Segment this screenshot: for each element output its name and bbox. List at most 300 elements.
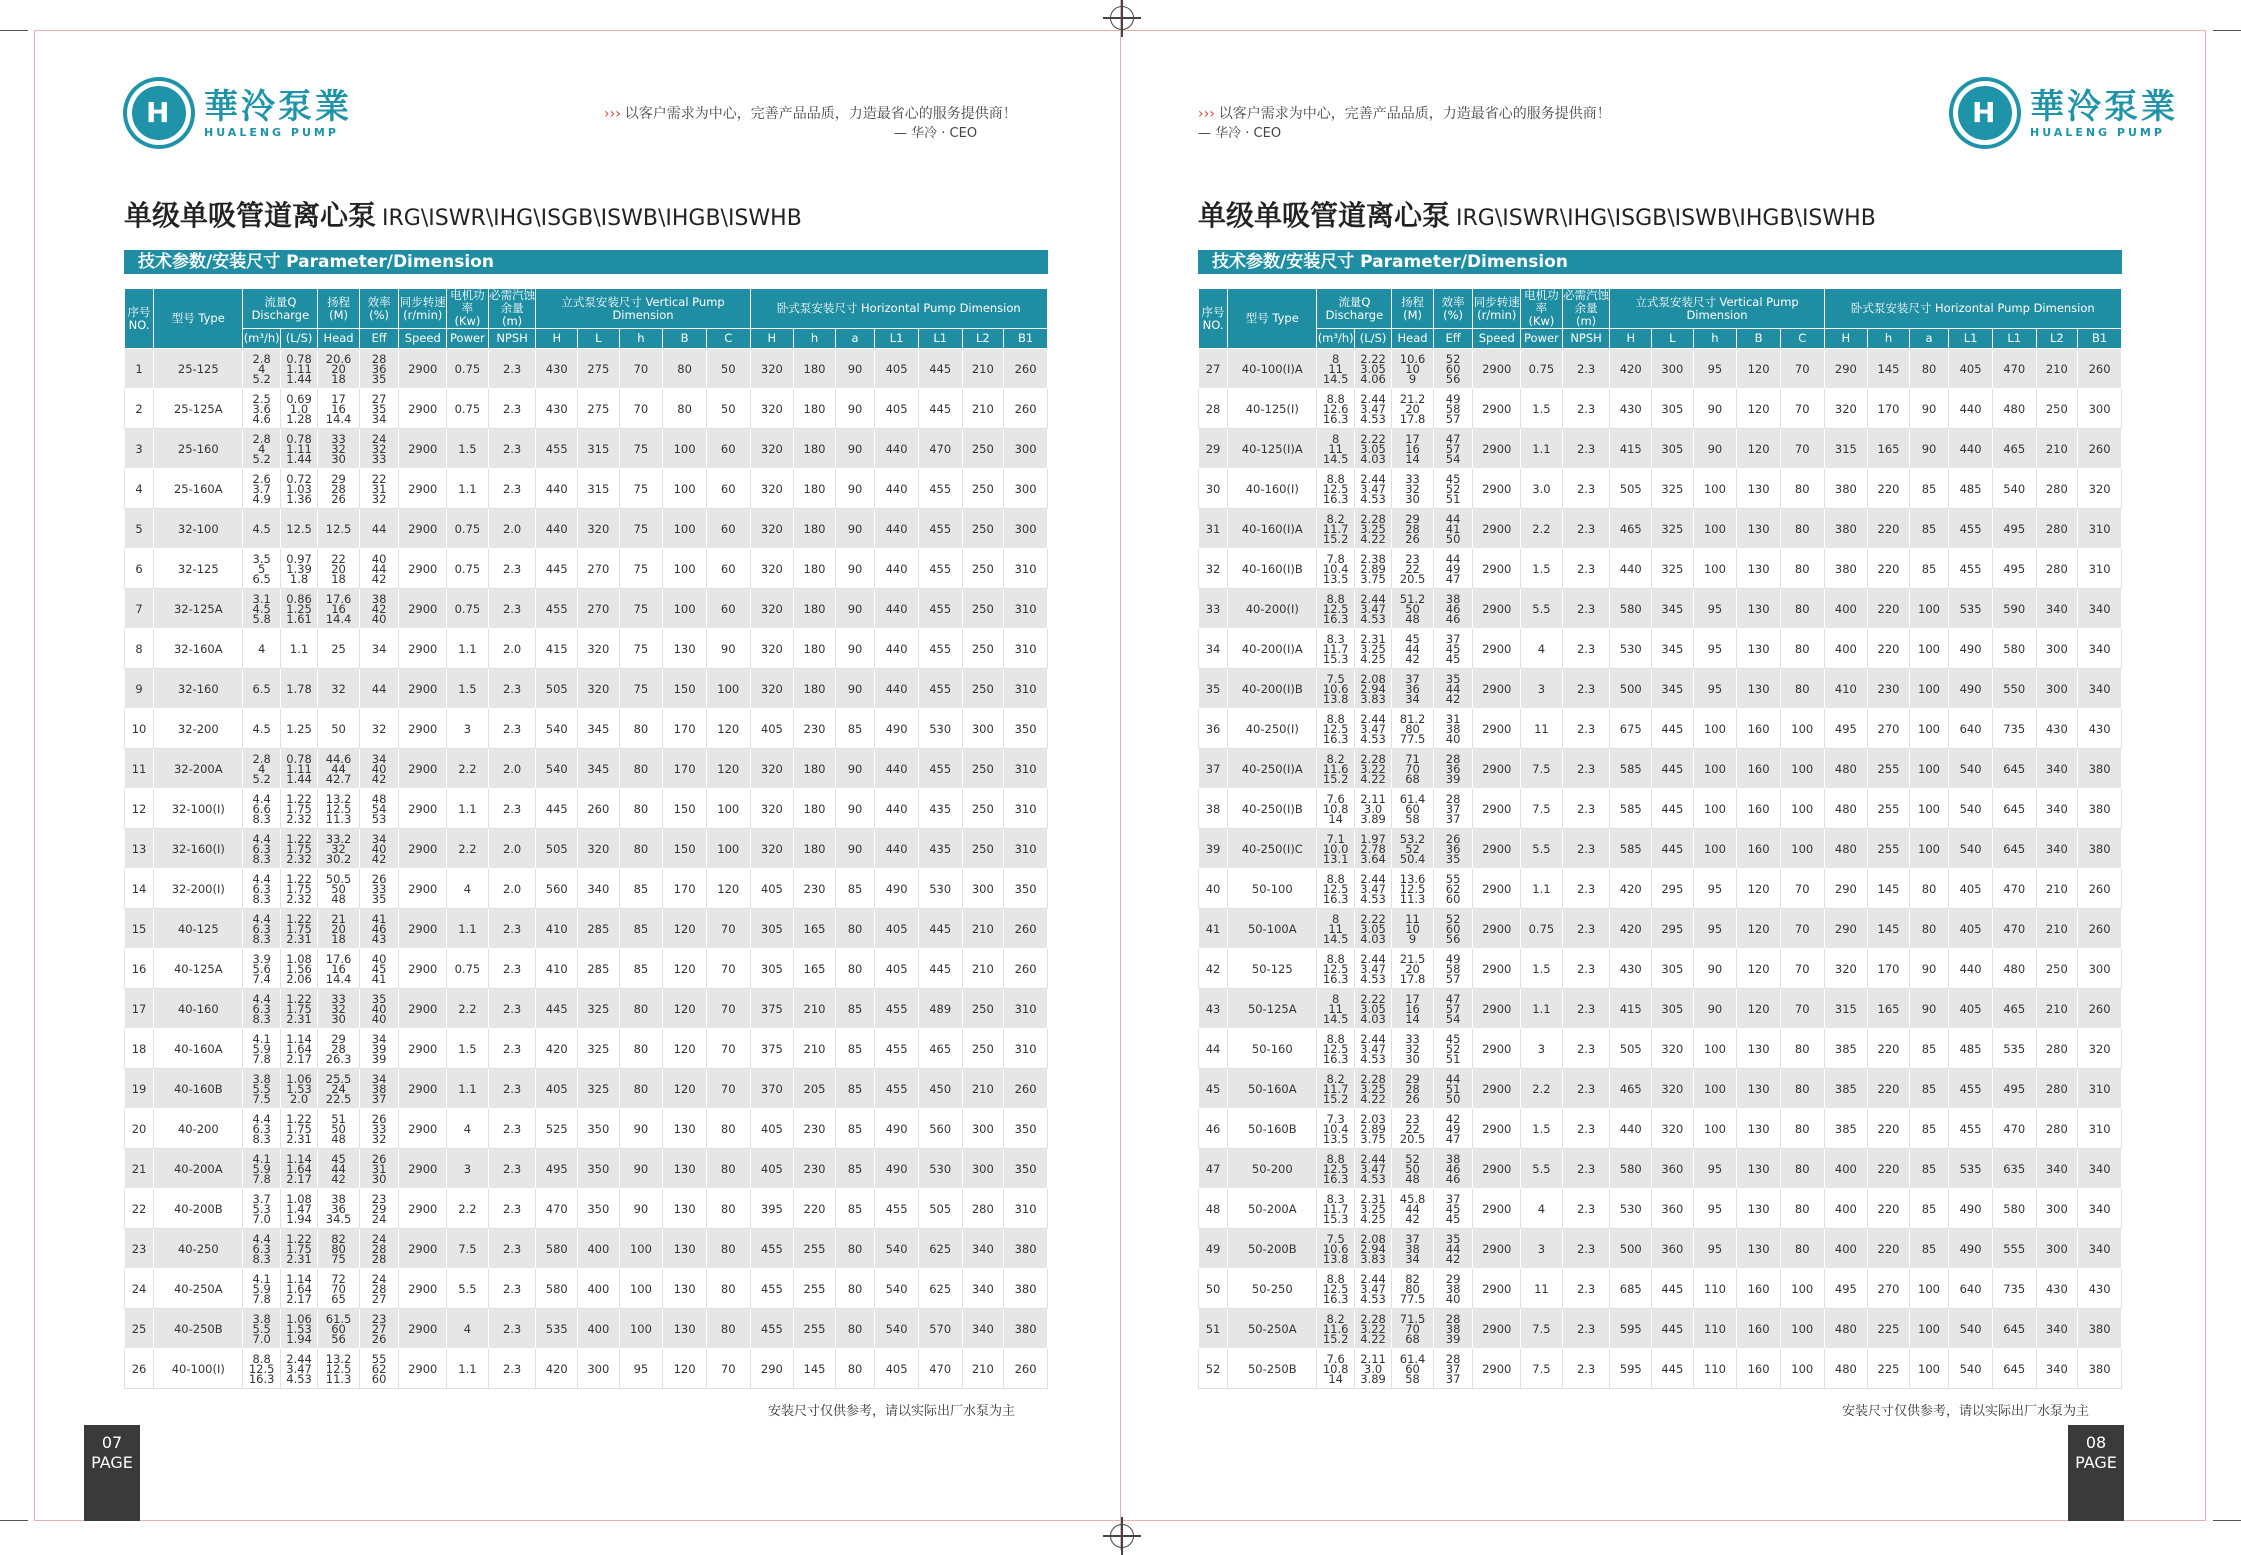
table-cell: 61.4 60 58 [1392, 789, 1434, 829]
table-cell: 310 [1004, 589, 1048, 629]
table-row [125, 349, 1048, 389]
table-cell: 52 50 48 [1392, 1149, 1434, 1189]
table-cell: 40-200(I) [1228, 589, 1317, 629]
col-type: 型号 Type [1228, 289, 1317, 349]
col-eff: 效率 (%) [359, 289, 398, 329]
table-cell: 405 [875, 909, 919, 949]
table-cell: 445 [918, 349, 962, 389]
page-number-tab [84, 1425, 140, 1521]
table-cell: 2900 [399, 589, 447, 629]
table-row [1199, 389, 2122, 429]
table-cell: 3.7 5.3 7.0 [243, 1189, 280, 1229]
table-cell: 2.3 [1562, 1229, 1610, 1269]
left-trim-line [34, 30, 35, 1520]
table-cell: 305 [750, 949, 794, 989]
col-v-C: C [1780, 329, 1824, 349]
table-cell: 465 [1992, 989, 2036, 1029]
table-cell: 340 [578, 869, 620, 909]
table-cell: 11 [125, 749, 154, 789]
table-cell: 310 [2078, 509, 2122, 549]
table-cell: 2.3 [1562, 389, 1610, 429]
table-cell: 7.1 10.0 13.1 [1317, 829, 1354, 869]
table-cell: 230 [794, 869, 836, 909]
table-cell: 455 [1949, 509, 1993, 549]
table-cell: 13 [125, 829, 154, 869]
table-row [1199, 829, 2122, 869]
table-cell: 345 [1652, 669, 1694, 709]
table-cell: 95 [619, 1349, 663, 1389]
table-cell: 80 [1780, 629, 1824, 669]
table-cell: 8.3 11.7 15.3 [1317, 629, 1354, 669]
table-cell: 100 [1693, 549, 1737, 589]
table-cell: 345 [1652, 589, 1694, 629]
table-cell: 34 40 42 [359, 749, 398, 789]
table-cell: 530 [918, 869, 962, 909]
table-cell: 380 [2078, 1309, 2122, 1349]
table-row [1199, 1189, 2122, 1229]
table-cell: 170 [1868, 949, 1910, 989]
table-row [1199, 789, 2122, 829]
table-cell: 180 [794, 789, 836, 829]
table-cell: 530 [918, 709, 962, 749]
table-cell: 180 [794, 389, 836, 429]
table-cell: 100 [1693, 829, 1737, 869]
table-cell: 9 [125, 669, 154, 709]
table-cell: 430 [2036, 709, 2078, 749]
table-cell: 1.22 1.75 2.31 [280, 1229, 317, 1269]
table-cell: 320 [1824, 389, 1868, 429]
table-cell: 275 [578, 389, 620, 429]
table-cell: 3 [447, 709, 489, 749]
table-cell: 45 [1199, 1069, 1228, 1109]
table-cell: 2.3 [488, 909, 536, 949]
table-cell: 2.28 3.22 4.22 [1354, 1309, 1391, 1349]
table-cell: 38 46 46 [1433, 589, 1472, 629]
table-cell: 280 [2036, 1069, 2078, 1109]
table-cell: 480 [1824, 1349, 1868, 1389]
table-cell: 480 [1992, 389, 2036, 429]
table-cell: 33.2 32 30.2 [318, 829, 360, 869]
table-cell: 580 [536, 1269, 578, 1309]
table-cell: 2900 [399, 1269, 447, 1309]
table-cell: 455 [918, 669, 962, 709]
table-cell: 2.3 [488, 709, 536, 749]
table-cell: 32-125 [154, 549, 243, 589]
table-cell: 580 [536, 1229, 578, 1269]
table-row [1199, 909, 2122, 949]
table-cell: 440 [875, 829, 919, 869]
table-row [1199, 669, 2122, 709]
table-cell: 32-100 [154, 509, 243, 549]
table-cell: 2.44 3.47 4.53 [1354, 869, 1391, 909]
table-cell: 21 [125, 1149, 154, 1189]
brand-name-cn: 華泠泵業 [2030, 86, 2178, 127]
table-cell: 33 [1199, 589, 1228, 629]
table-cell: 50-200A [1228, 1189, 1317, 1229]
col-h-H: H [750, 329, 794, 349]
table-cell: 590 [1992, 589, 2036, 629]
table-cell: 90 [1693, 429, 1737, 469]
table-cell: 29 28 26 [1392, 509, 1434, 549]
table-cell: 2.3 [488, 1109, 536, 1149]
table-cell: 2.3 [488, 1269, 536, 1309]
table-cell: 100 [1909, 749, 1948, 789]
table-cell: 0.78 1.11 1.44 [280, 349, 317, 389]
table-cell: 90 [835, 589, 874, 629]
table-cell: 95 [1693, 869, 1737, 909]
table-cell: 34 39 39 [359, 1029, 398, 1069]
table-cell: 2.44 3.47 4.53 [1354, 469, 1391, 509]
table-cell: 35 44 42 [1433, 669, 1472, 709]
table-cell: 2900 [1473, 589, 1521, 629]
page-07 [91, 0, 1104, 1550]
table-cell: 300 [962, 869, 1004, 909]
table-cell: 2900 [399, 989, 447, 1029]
table-cell: 1.22 1.75 2.32 [280, 869, 317, 909]
table-cell: 320 [578, 829, 620, 869]
table-cell: 2900 [1473, 509, 1521, 549]
title-cn: 单级单吸管道离心泵 [1198, 199, 1451, 232]
table-cell: 52 60 56 [1433, 909, 1472, 949]
table-cell: 260 [2078, 869, 2122, 909]
table-cell: 285 [578, 949, 620, 989]
table-cell: 40-125A [154, 949, 243, 989]
table-row [125, 1349, 1048, 1389]
table-cell: 375 [750, 1029, 794, 1069]
table-row [125, 749, 1048, 789]
table-cell: 2.3 [1562, 589, 1610, 629]
table-cell: 0.75 [447, 949, 489, 989]
table-cell: 300 [2078, 389, 2122, 429]
col-type: 型号 Type [154, 289, 243, 349]
table-cell: 7 [125, 589, 154, 629]
table-cell: 489 [918, 989, 962, 1029]
table-cell: 40-200A [154, 1149, 243, 1189]
table-cell: 8.8 12.5 16.3 [1317, 589, 1354, 629]
table-cell: 70 [706, 1069, 750, 1109]
table-cell: 305 [750, 909, 794, 949]
table-cell: 4.4 6.3 8.3 [243, 909, 280, 949]
table-cell: 32-160(I) [154, 829, 243, 869]
table-cell: 420 [1610, 349, 1652, 389]
table-cell: 25-125 [154, 349, 243, 389]
table-cell: 40-100(I)A [1228, 349, 1317, 389]
table-cell: 40-125 [154, 909, 243, 949]
registration-mark-bottom [1110, 1524, 1134, 1548]
table-cell: 85 [1909, 1149, 1948, 1189]
table-cell: 455 [875, 1069, 919, 1109]
table-cell: 455 [750, 1309, 794, 1349]
page-label: PAGE [91, 1453, 133, 1472]
table-cell: 1.14 1.64 2.17 [280, 1149, 317, 1189]
table-cell: 250 [962, 509, 1004, 549]
gear-logo-icon: H [132, 86, 186, 140]
table-row [1199, 749, 2122, 789]
table-cell: 380 [1004, 1269, 1048, 1309]
table-cell: 85 [619, 909, 663, 949]
spec-table [1198, 288, 2122, 1389]
table-cell: 85 [835, 1109, 874, 1149]
table-cell: 380 [2078, 1349, 2122, 1389]
table-cell: 270 [1868, 709, 1910, 749]
table-cell: 26 33 35 [359, 869, 398, 909]
table-cell: 310 [1004, 1189, 1048, 1229]
table-cell: 455 [918, 589, 962, 629]
table-cell: 90 [619, 1189, 663, 1229]
table-cell: 85 [835, 1069, 874, 1109]
table-cell: 2.3 [488, 1229, 536, 1269]
table-cell: 85 [1909, 1109, 1948, 1149]
table-cell: 1.5 [447, 1029, 489, 1069]
table-cell: 2900 [399, 789, 447, 829]
table-cell: 480 [1992, 949, 2036, 989]
table-cell: 290 [1824, 909, 1868, 949]
table-cell: 2.3 [488, 1189, 536, 1229]
table-cell: 160 [1737, 1269, 1781, 1309]
table-cell: 2.8 4 5.2 [243, 349, 280, 389]
table-cell: 505 [536, 669, 578, 709]
table-cell: 455 [750, 1269, 794, 1309]
table-cell: 310 [1004, 1029, 1048, 1069]
table-cell: 1.1 [447, 1069, 489, 1109]
table-cell: 430 [536, 349, 578, 389]
table-cell: 2900 [1473, 1309, 1521, 1349]
table-cell: 160 [1737, 749, 1781, 789]
table-cell: 445 [536, 549, 578, 589]
table-cell: 455 [1949, 1069, 1993, 1109]
table-cell: 70 [619, 349, 663, 389]
table-cell: 75 [619, 669, 663, 709]
table-cell: 290 [750, 1349, 794, 1389]
table-cell: 90 [1693, 389, 1737, 429]
table-cell: 2900 [1473, 949, 1521, 989]
table-cell: 2.0 [488, 829, 536, 869]
table-cell: 445 [1652, 1309, 1694, 1349]
table-cell: 260 [1004, 389, 1048, 429]
table-cell: 100 [1693, 1069, 1737, 1109]
table-cell: 50-200 [1228, 1149, 1317, 1189]
table-cell: 560 [918, 1109, 962, 1149]
table-cell: 1.1 [447, 469, 489, 509]
table-cell: 210 [794, 989, 836, 1029]
table-row [1199, 989, 2122, 1029]
table-cell: 295 [1652, 909, 1694, 949]
table-cell: 2900 [1473, 349, 1521, 389]
crop-mark [0, 1520, 28, 1521]
table-cell: 37 45 45 [1433, 1189, 1472, 1229]
table-cell: 735 [1992, 1269, 2036, 1309]
table-cell: 33 32 30 [1392, 469, 1434, 509]
table-cell: 505 [1610, 469, 1652, 509]
table-cell: 480 [1824, 789, 1868, 829]
table-cell: 500 [1610, 1229, 1652, 1269]
table-cell: 8.8 12.5 16.3 [1317, 1269, 1354, 1309]
table-cell: 440 [875, 629, 919, 669]
table-cell: 100 [619, 1229, 663, 1269]
table-cell: 80 [619, 989, 663, 1029]
table-cell: 540 [1949, 829, 1993, 869]
table-cell: 120 [663, 1349, 707, 1389]
table-cell: 495 [1824, 1269, 1868, 1309]
table-cell: 290 [1824, 349, 1868, 389]
table-cell: 26 31 30 [359, 1149, 398, 1189]
table-cell: 4.1 5.9 7.8 [243, 1269, 280, 1309]
table-cell: 495 [1992, 549, 2036, 589]
table-row [1199, 1349, 2122, 1389]
table-cell: 220 [1868, 1149, 1910, 1189]
table-cell: 410 [1824, 669, 1868, 709]
table-cell: 130 [1737, 469, 1781, 509]
table-cell: 230 [794, 1149, 836, 1189]
table-cell: 2900 [399, 629, 447, 669]
col-v-C: C [706, 329, 750, 349]
table-cell: 280 [962, 1189, 1004, 1229]
table-cell: 300 [1652, 349, 1694, 389]
table-cell: 37 36 34 [1392, 669, 1434, 709]
table-cell: 3.5 5 6.5 [243, 549, 280, 589]
table-cell: 80 [619, 709, 663, 749]
table-cell: 320 [750, 549, 794, 589]
table-cell: 82 80 75 [318, 1229, 360, 1269]
table-cell: 490 [1949, 1189, 1993, 1229]
table-row [125, 869, 1048, 909]
table-cell: 2.08 2.94 3.83 [1354, 669, 1391, 709]
table-cell: 585 [1610, 829, 1652, 869]
table-cell: 160 [1737, 1349, 1781, 1389]
table-cell: 320 [750, 629, 794, 669]
table-cell: 0.78 1.11 1.44 [280, 749, 317, 789]
table-cell: 2900 [399, 429, 447, 469]
table-cell: 675 [1610, 709, 1652, 749]
table-cell: 23 22 20.5 [1392, 549, 1434, 589]
table-cell: 50-250B [1228, 1349, 1317, 1389]
table-cell: 2900 [399, 469, 447, 509]
table-row [1199, 509, 2122, 549]
table-cell: 445 [1652, 709, 1694, 749]
table-cell: 1.5 [1521, 549, 1563, 589]
table-cell: 70 [1780, 909, 1824, 949]
table-cell: 1.08 1.56 2.06 [280, 949, 317, 989]
table-cell: 40-250(I)B [1228, 789, 1317, 829]
table-cell: 455 [875, 1189, 919, 1229]
table-cell: 32-160 [154, 669, 243, 709]
table-cell: 325 [578, 989, 620, 1029]
table-cell: 530 [1610, 629, 1652, 669]
table-cell: 490 [1949, 629, 1993, 669]
table-cell: 130 [1737, 669, 1781, 709]
table-cell: 250 [2036, 949, 2078, 989]
table-cell: 34 [359, 629, 398, 669]
table-cell: 80 [835, 1269, 874, 1309]
table-cell: 270 [578, 549, 620, 589]
table-cell: 2900 [399, 1069, 447, 1109]
table-cell: 4 [125, 469, 154, 509]
col-v-h: h [619, 329, 663, 349]
table-cell: 440 [1610, 1109, 1652, 1149]
table-cell: 2.44 3.47 4.53 [280, 1349, 317, 1389]
table-cell: 1.22 1.75 2.32 [280, 829, 317, 869]
table-cell: 2.22 3.05 4.06 [1354, 349, 1391, 389]
table-cell: 560 [536, 869, 578, 909]
table-cell: 295 [1652, 869, 1694, 909]
table-cell: 13.2 12.5 11.3 [318, 789, 360, 829]
chevrons-icon: ››› [604, 106, 621, 122]
table-cell: 165 [1868, 429, 1910, 469]
table-row [125, 1309, 1048, 1349]
table-cell: 440 [875, 429, 919, 469]
table-cell: 60 [706, 509, 750, 549]
table-cell: 25-160 [154, 429, 243, 469]
table-cell: 25.5 24 22.5 [318, 1069, 360, 1109]
table-cell: 100 [1693, 749, 1737, 789]
table-cell: 1.06 1.53 1.94 [280, 1309, 317, 1349]
table-cell: 160 [1737, 829, 1781, 869]
table-cell: 39 [1199, 829, 1228, 869]
table-cell: 595 [1610, 1349, 1652, 1389]
table-cell: 85 [1909, 469, 1948, 509]
table-cell: 15 [125, 909, 154, 949]
col-h-a: a [835, 329, 874, 349]
table-cell: 70 [1780, 389, 1824, 429]
table-cell: 50 [706, 389, 750, 429]
table-cell: 28 36 39 [1433, 749, 1472, 789]
table-cell: 80 [706, 1109, 750, 1149]
table-cell: 300 [962, 709, 1004, 749]
table-cell: 1.5 [1521, 389, 1563, 429]
table-cell: 44 [359, 669, 398, 709]
table-cell: 2.3 [1562, 749, 1610, 789]
table-cell: 4.4 6.3 8.3 [243, 869, 280, 909]
table-row [1199, 469, 2122, 509]
table-cell: 2.3 [1562, 989, 1610, 1029]
table-cell: 555 [1992, 1229, 2036, 1269]
table-cell: 35 44 42 [1433, 1229, 1472, 1269]
page-label: PAGE [2075, 1453, 2117, 1472]
table-cell: 350 [578, 1109, 620, 1149]
table-cell: 280 [2036, 469, 2078, 509]
table-row [125, 1269, 1048, 1309]
table-cell: 2.03 2.89 3.75 [1354, 1109, 1391, 1149]
table-cell: 0.75 [447, 509, 489, 549]
table-cell: 340 [2036, 589, 2078, 629]
table-cell: 260 [2078, 429, 2122, 469]
table-cell: 80 [1780, 669, 1824, 709]
table-cell: 2.2 [447, 989, 489, 1029]
table-cell: 2900 [1473, 1069, 1521, 1109]
table-cell: 120 [1737, 349, 1781, 389]
table-cell: 485 [1949, 469, 1993, 509]
table-cell: 120 [1737, 989, 1781, 1029]
table-cell: 540 [1949, 749, 1993, 789]
table-cell: 220 [1868, 1109, 1910, 1149]
table-cell: 40-250 [154, 1229, 243, 1269]
table-row [125, 989, 1048, 1029]
table-cell: 170 [663, 749, 707, 789]
table-row [1199, 709, 2122, 749]
table-cell: 405 [750, 869, 794, 909]
table-cell: 250 [2036, 389, 2078, 429]
table-cell: 220 [1868, 509, 1910, 549]
table-cell: 50-100A [1228, 909, 1317, 949]
table-cell: 435 [918, 789, 962, 829]
table-cell: 2900 [399, 1149, 447, 1189]
table-cell: 2.3 [1562, 349, 1610, 389]
table-cell: 305 [1652, 949, 1694, 989]
table-row [1199, 429, 2122, 469]
table-cell: 260 [2078, 989, 2122, 1029]
table-cell: 3.0 [1521, 469, 1563, 509]
table-cell: 2.22 3.05 4.03 [1354, 909, 1391, 949]
